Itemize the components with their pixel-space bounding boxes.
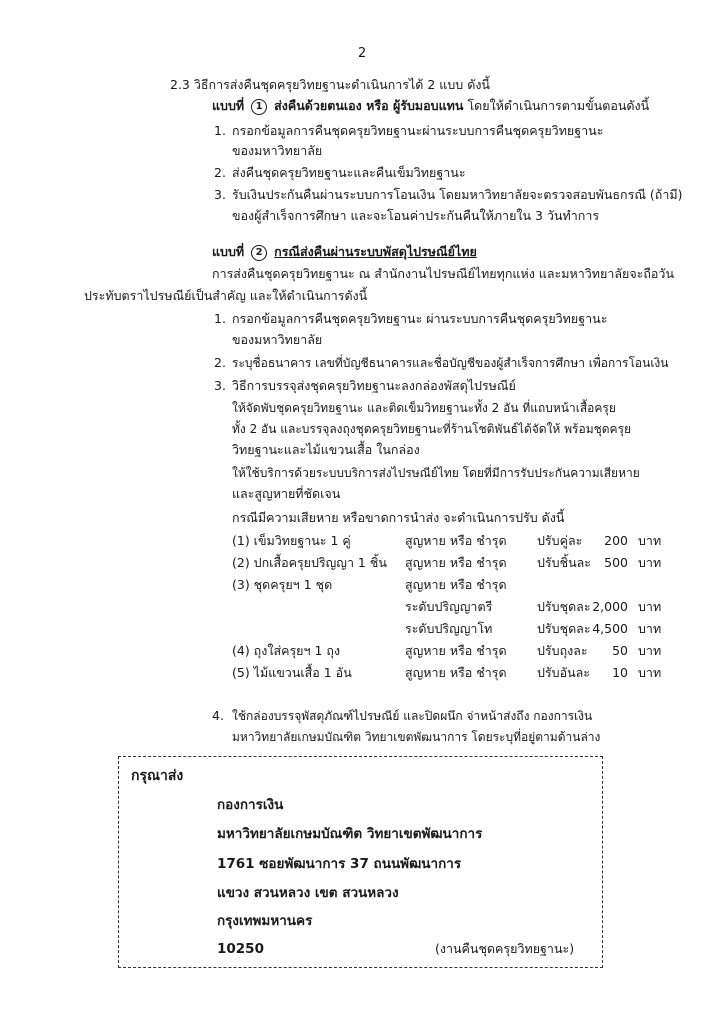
fine-rate: ปรับชิ้นละ	[537, 555, 591, 570]
m2-step1-line2: ของมหาวิทยาลัย	[232, 332, 323, 347]
m2-step1-line1: กรอกข้อมูลการคืนชุดครุยวิทยฐานะ ผ่านระบบการคืนชุดครุยวิทยฐานะ	[232, 311, 608, 326]
fine-item: (1) เข็มวิทยฐานะ 1 คู่	[232, 533, 351, 548]
m2-step3-num: 3.	[214, 378, 226, 393]
m2-step3-line1: วิธีการบรรจุส่งชุดครุยวิทยฐานะลงกล่องพัสดุไปรษณีย์	[232, 378, 516, 393]
fine-item: (3) ชุดครุยฯ 1 ชุด	[232, 577, 333, 592]
fine-amount: 10	[612, 665, 628, 680]
m1-step3-line2: ของผู้สำเร็จการศึกษา และจะโอนค่าประกันคืนให้ภายใน 3 วันทำการ	[232, 208, 600, 223]
fine-condition: ระดับปริญญาโท	[405, 621, 493, 636]
fine-condition: สูญหาย หรือ ชำรุด	[405, 555, 507, 570]
page-number: 2	[358, 46, 367, 61]
address-box	[118, 756, 603, 968]
method1-heading	[212, 99, 649, 115]
method1-title: ส่งคืนด้วยตนเอง หรือ ผู้รับมอบแทน	[274, 98, 464, 113]
packing-line-1: ให้จัดพับชุดครุยวิทยฐานะ และติดเข็มวิทยฐานะทั้ง 2 อัน ที่แถบหน้าเสื้อครุย	[232, 401, 616, 415]
m2-step2-line1: ระบุชื่อธนาคาร เลขที่บัญชีธนาคารและชื่อบัญชีของผู้สำเร็จการศึกษา เพื่อการโอนเงิน	[232, 356, 669, 370]
method2-intro-line1: การส่งคืนชุดครุยวิทยฐานะ ณ สำนักงานไปรษณีย์ไทยทุกแห่ง และมหาวิทยาลัยจะถือวัน	[212, 266, 674, 281]
fine-amount: 2,000	[592, 599, 628, 614]
packing-line-5: และสูญหายที่ชัดเจน	[232, 486, 341, 501]
m2-step1-num: 1.	[214, 311, 226, 326]
fine-amount: 50	[612, 643, 628, 658]
section-heading: 2.3 วิธีการส่งคืนชุดครุยวิทยฐานะดำเนินการได้ 2 แบบ ดังนี้	[170, 77, 490, 92]
fine-unit: บาท	[638, 621, 662, 636]
packing-line-2: ทั้ง 2 อัน และบรรจุลงถุงชุดครุยวิทยฐานะที่ร้านโชติพันธ์ได้จัดให้ พร้อมชุดครุย	[232, 422, 632, 436]
fine-rate: ปรับชุดละ	[537, 621, 591, 636]
method2-prefix: แบบที่	[212, 244, 245, 259]
address-note: (งานคืนชุดครุยวิทยฐานะ)	[435, 941, 575, 956]
m1-step1-num: 1.	[214, 123, 226, 138]
fine-unit: บาท	[638, 643, 662, 658]
m2-step4-num: 4.	[212, 708, 224, 723]
fine-amount: 500	[604, 555, 628, 570]
fine-amount: 4,500	[592, 621, 628, 636]
method1-marker: 1	[251, 99, 267, 115]
m1-step1-line2: ของมหาวิทยาลัย	[232, 143, 323, 158]
m1-step3-num: 3.	[214, 187, 226, 202]
packing-line-6: กรณีมีความเสียหาย หรือขาดการนำส่ง จะดำเนินการปรับ ดังนี้	[232, 510, 565, 525]
fine-item: (2) ปกเสื้อครุยปริญญา 1 ชิ้น	[232, 555, 387, 570]
m1-step1-line1: กรอกข้อมูลการคืนชุดครุยวิทยฐานะผ่านระบบการคืนชุดครุยวิทยฐานะ	[232, 123, 604, 138]
method2-heading	[212, 245, 477, 261]
packing-line-3: วิทยฐานะและไม้แขวนเสื้อ ในกล่อง	[232, 442, 420, 457]
fine-rate: ปรับคู่ละ	[537, 533, 583, 548]
method2-intro-line2: ประทับตราไปรษณีย์เป็นสำคัญ และให้ดำเนินการดังนี้	[84, 288, 368, 303]
method2-title: กรณีส่งคืนผ่านระบบพัสดุไปรษณีย์ไทย	[274, 244, 477, 259]
m1-step2-line1: ส่งคืนชุดครุยวิทยฐานะและคืนเข็มวิทยฐานะ	[232, 165, 466, 180]
fine-amount: 200	[604, 533, 628, 548]
address-line-3: 1761 ซอยพัฒนาการ 37 ถนนพัฒนาการ	[217, 856, 462, 872]
address-line-4: แขวง สวนหลวง เขต สวนหลวง	[217, 885, 399, 901]
method1-prefix: แบบที่	[212, 98, 245, 113]
fine-condition: สูญหาย หรือ ชำรุด	[405, 533, 507, 548]
m2-step4-line2: มหาวิทยาลัยเกษมบัณฑิต วิทยาเขตพัฒนาการ โดยระบุที่อยู่ตามด้านล่าง	[232, 730, 601, 744]
fine-rate: ปรับชุดละ	[537, 599, 591, 614]
m2-step2-num: 2.	[214, 355, 226, 370]
m2-step4-line1: ใช้กล่องบรรจุพัสดุภัณฑ์ไปรษณีย์ และปิดผนึก จ่าหน้าส่งถึง กองการเงิน	[232, 709, 593, 723]
fine-unit: บาท	[638, 665, 662, 680]
fine-condition: สูญหาย หรือ ชำรุด	[405, 577, 507, 592]
fine-item: (4) ถุงใส่ครุยฯ 1 ถุง	[232, 643, 341, 658]
fine-condition: สูญหาย หรือ ชำรุด	[405, 643, 507, 658]
address-heading: กรุณาส่ง	[131, 768, 184, 784]
fine-item: (5) ไม้แขวนเสื้อ 1 อัน	[232, 665, 352, 680]
packing-line-4: ให้ใช้บริการด้วยระบบบริการส่งไปรษณีย์ไทย โดยที่มีการรับประกันความเสียหาย	[232, 466, 640, 480]
fine-rate: ปรับถุงละ	[537, 643, 588, 658]
fine-unit: บาท	[638, 599, 662, 614]
m1-step2-num: 2.	[214, 165, 226, 180]
address-line-1: กองการเงิน	[217, 797, 284, 813]
address-line-5: กรุงเทพมหานคร	[217, 913, 313, 929]
method2-marker: 2	[251, 245, 267, 261]
fine-rate: ปรับอันละ	[537, 665, 591, 680]
address-postcode: 10250	[217, 941, 264, 957]
method1-suffix: โดยให้ดำเนินการตามขั้นตอนดังนี้	[467, 98, 650, 113]
fine-unit: บาท	[638, 555, 662, 570]
fine-condition: สูญหาย หรือ ชำรุด	[405, 665, 507, 680]
fine-condition: ระดับปริญญาตรี	[405, 599, 493, 614]
m1-step3-line1: รับเงินประกันคืนผ่านระบบการโอนเงิน โดยมหาวิทยาลัยจะตรวจสอบพันธกรณี (ถ้ามี)	[232, 187, 683, 202]
fine-unit: บาท	[638, 533, 662, 548]
address-line-2: มหาวิทยาลัยเกษมบัณฑิต วิทยาเขตพัฒนาการ	[217, 826, 483, 842]
